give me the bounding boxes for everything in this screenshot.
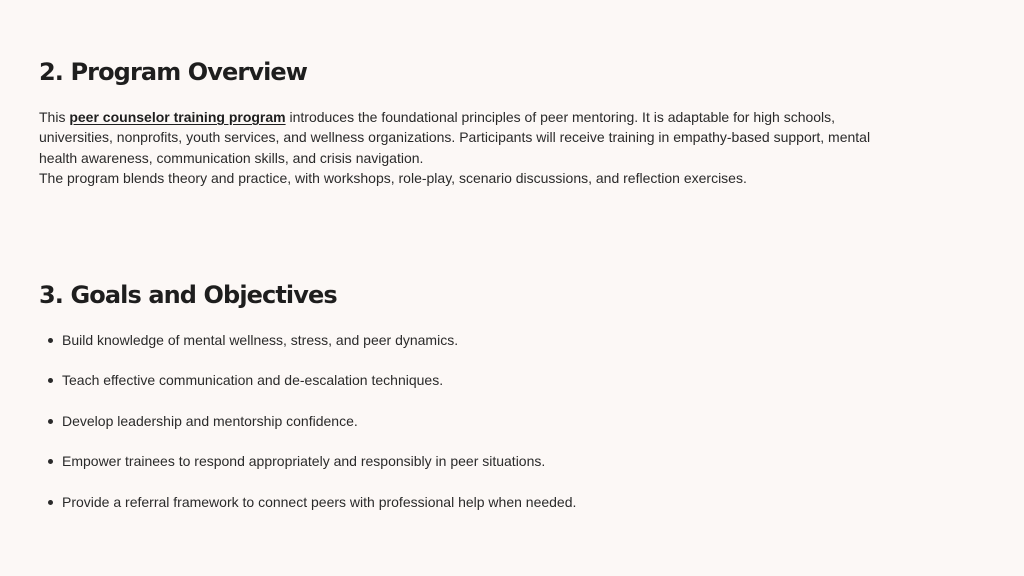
- goal-text: Provide a referral framework to connect peers with professional help when needed.: [62, 493, 577, 510]
- goal-list-item: [39, 451, 576, 471]
- goal-list-item: [39, 370, 576, 390]
- goal-text: Develop leadership and mentorship confidence.: [62, 412, 358, 429]
- bullet-icon: [48, 459, 53, 464]
- bullet-icon: [48, 500, 53, 505]
- bullet-icon: [48, 419, 53, 424]
- bullet-icon: [48, 338, 53, 343]
- program-overview-paragraph: [39, 107, 899, 168]
- goals-objectives-heading: 3. Goals and Objectives: [39, 281, 337, 309]
- peer-counselor-training-program-link[interactable]: peer counselor training program: [69, 109, 286, 125]
- intro-text-after-link: introduces the foundational principles of peer mentoring. It is adaptable for high schools, universities, nonprofits, youth services, and wellness organizations. Participants will receive training in empathy-based support, mental health awareness, communication skills, and crisis navigation.: [39, 109, 871, 166]
- program-overview-second-paragraph: The program blends theory and practice, with workshops, role-play, scenario discussions, and reflection exercises.: [39, 170, 747, 187]
- goal-text: Teach effective communication and de-escalation techniques.: [62, 372, 444, 389]
- goals-list: [39, 330, 576, 532]
- intro-text-before-link: This: [39, 109, 70, 125]
- program-overview-heading: 2. Program Overview: [39, 58, 308, 86]
- goal-text: Empower trainees to respond appropriately and responsibly in peer situations.: [62, 453, 546, 470]
- goal-text: Build knowledge of mental wellness, stress, and peer dynamics.: [62, 332, 459, 348]
- goal-list-item: [39, 411, 576, 431]
- program-overview-body: [39, 107, 899, 189]
- goal-list-item: [39, 330, 576, 350]
- goal-list-item: [39, 492, 576, 512]
- bullet-icon: [48, 378, 53, 383]
